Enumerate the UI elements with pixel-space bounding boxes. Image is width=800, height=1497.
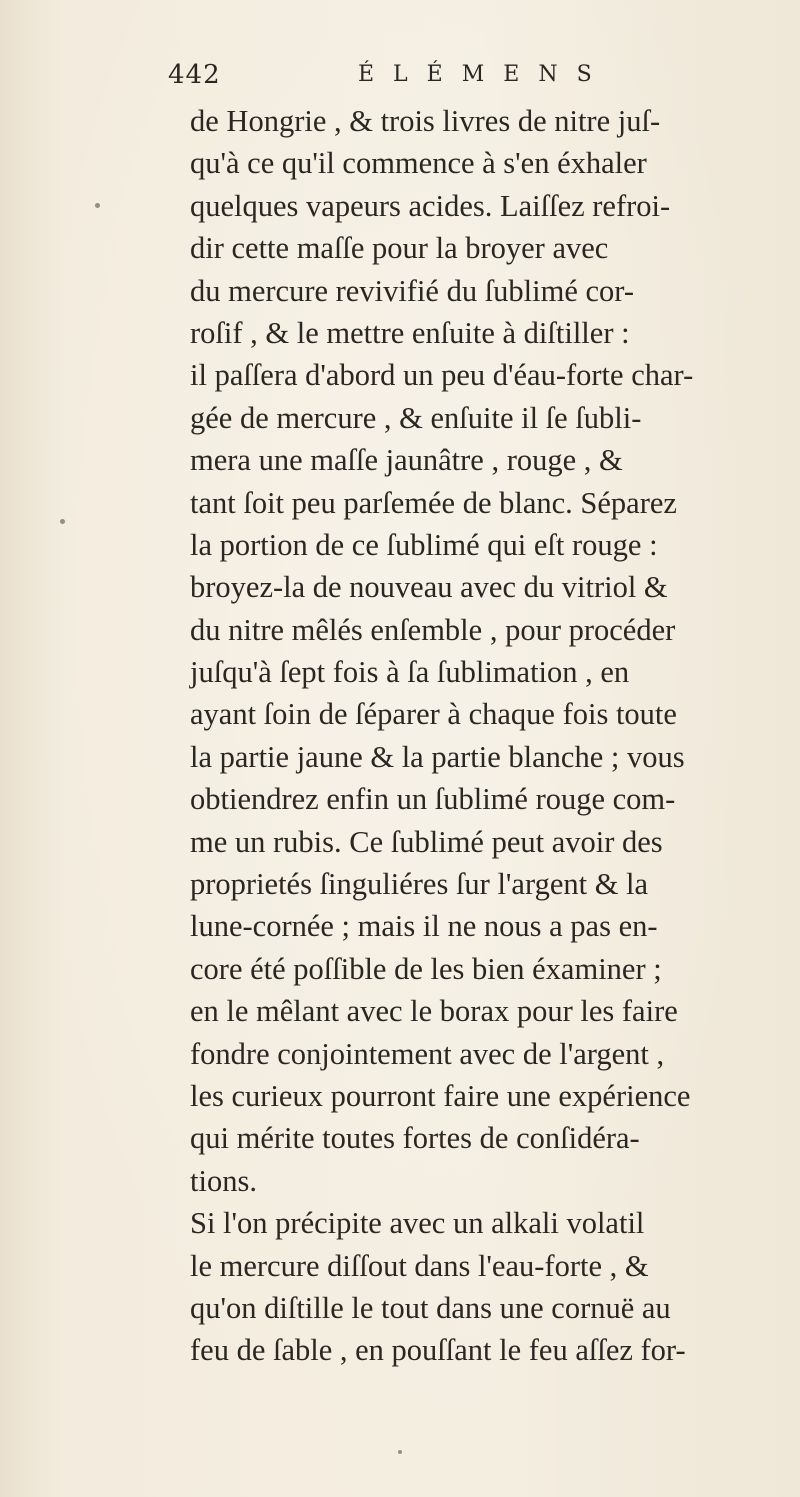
- text-line: dir cette maſſe pour la broyer avec: [190, 231, 609, 266]
- text-line: du mercure revivifié du ſublimé cor-: [190, 273, 635, 308]
- running-head: ÉLÉMENS: [358, 62, 611, 87]
- text-line: quelques vapeurs acides. Laiſſez refroi-: [190, 188, 671, 223]
- text-line: il paſſera d'abord un peu d'éau-forte char-: [190, 358, 694, 393]
- text-line: broyez-la de nouveau avec du vitriol &: [190, 570, 668, 605]
- text-line: tant ſoit peu parſemée de blanc. Séparez: [190, 485, 677, 520]
- paper-speck: [60, 519, 65, 524]
- text-line: qu'on diſtille le tout dans une cornuë au: [190, 1290, 671, 1325]
- text-line: en le mêlant avec le borax pour les faire: [190, 994, 678, 1029]
- text-line: juſqu'à ſept fois à ſa ſublimation , en: [190, 655, 630, 690]
- text-line: lune-cornée ; mais il ne nous a pas en-: [190, 909, 658, 944]
- text-line: proprietés ſinguliéres ſur l'argent & la: [190, 867, 649, 902]
- text-line: mera une maſſe jaunâtre , rouge , &: [190, 443, 623, 478]
- text-line: Si l'on précipite avec un alkali volatil: [190, 1206, 645, 1241]
- text-line: qui mérite toutes fortes de conſidéra-: [190, 1121, 640, 1156]
- text-line: roſif , & le mettre enſuite à diſtiller :: [190, 315, 630, 350]
- text-line: ayant ſoin de ſéparer à chaque fois toute: [190, 697, 677, 732]
- text-line: le mercure diſſout dans l'eau-forte , &: [190, 1248, 649, 1283]
- text-line: du nitre mêlés enſemble , pour procéder: [190, 612, 676, 647]
- body-text: [190, 100, 790, 1372]
- text-line: tions.: [190, 1163, 257, 1198]
- page-header: [168, 60, 628, 100]
- text-line: core été poſſible de les bien éxaminer ;: [190, 951, 662, 986]
- text-line: de Hongrie , & trois livres de nitre juſ-: [190, 104, 661, 138]
- text-line: les curieux pourront faire une expérience: [190, 1078, 691, 1113]
- text-line: obtiendrez enfin un ſublimé rouge com-: [190, 782, 676, 817]
- paper-speck: [398, 1450, 402, 1454]
- text-line: qu'à ce qu'il commence à s'en éxhaler: [190, 146, 647, 181]
- text-line: me un rubis. Ce ſublimé peut avoir des: [190, 824, 663, 859]
- text-line: la partie jaune & la partie blanche ; vous: [190, 739, 685, 774]
- page-number: 442: [168, 60, 221, 90]
- paper-speck: [95, 203, 100, 208]
- text-line: fondre conjointement avec de l'argent ,: [190, 1036, 665, 1071]
- text-line: feu de ſable , en pouſſant le feu aſſez for-: [190, 1333, 686, 1368]
- text-line: la portion de ce ſublimé qui eſt rouge :: [190, 527, 658, 562]
- text-line: gée de mercure , & enſuite il ſe ſubli-: [190, 400, 642, 435]
